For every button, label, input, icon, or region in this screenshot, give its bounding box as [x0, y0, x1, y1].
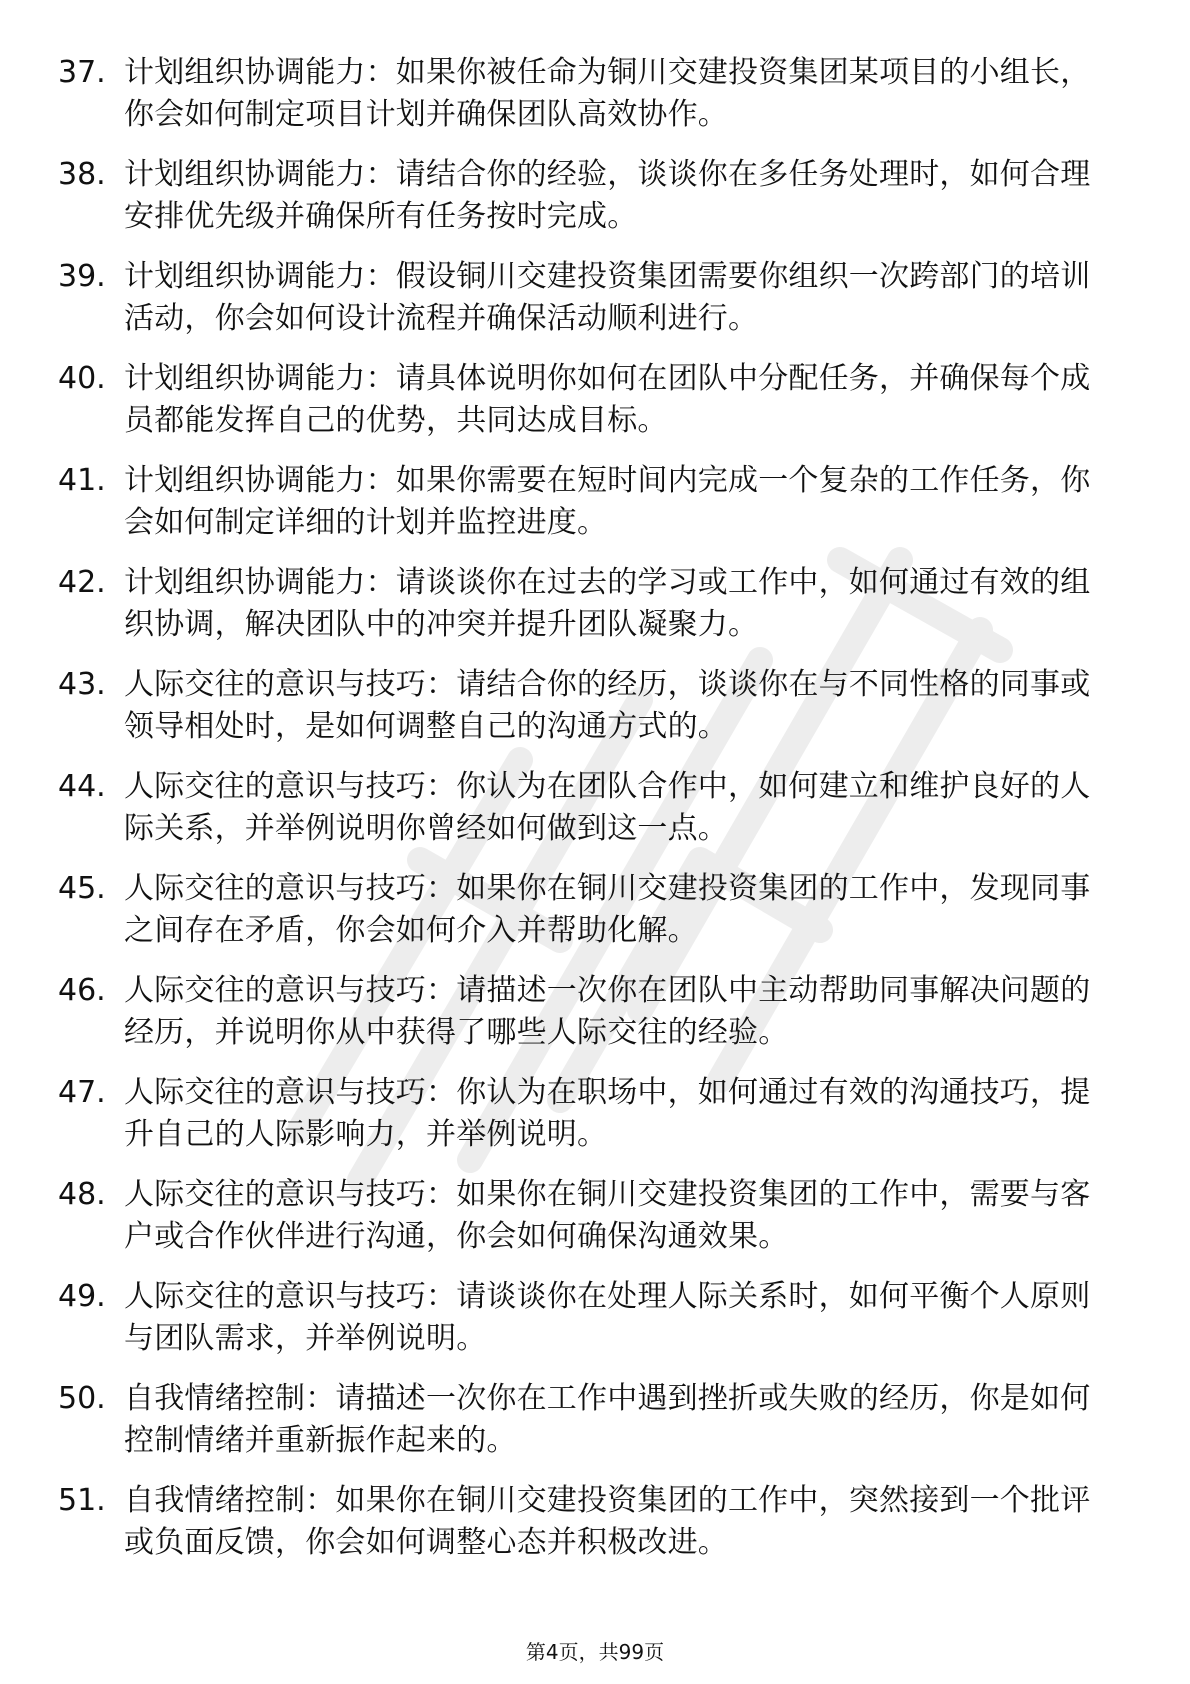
question-number: 47.: [58, 1075, 106, 1110]
question-number: 45.: [58, 871, 106, 906]
question-text: 人际交往的意识与技巧：如果你在铜川交建投资集团的工作中，发现同事之间存在矛盾，你会如何介入并帮助化解。: [124, 871, 1091, 948]
question-text: 计划组织协调能力：请结合你的经验，谈谈你在多任务处理时，如何合理安排优先级并确保所有任务按时完成。: [124, 157, 1091, 234]
question-item: [58, 664, 1118, 748]
question-text: 人际交往的意识与技巧：如果你在铜川交建投资集团的工作中，需要与客户或合作伙伴进行沟通，你会如何确保沟通效果。: [124, 1177, 1091, 1254]
question-number: 49.: [58, 1279, 106, 1314]
question-number: 37.: [58, 55, 106, 90]
question-number: 48.: [58, 1177, 106, 1212]
question-text: 人际交往的意识与技巧：请结合你的经历，谈谈你在与不同性格的同事或领导相处时，是如何调整自己的沟通方式的。: [124, 667, 1091, 744]
question-text: 人际交往的意识与技巧：请谈谈你在处理人际关系时，如何平衡个人原则与团队需求，并举例说明。: [124, 1279, 1091, 1356]
question-item: [58, 562, 1118, 646]
page-number-footer: 第4页，共99页: [525, 1640, 665, 1664]
question-text: 人际交往的意识与技巧：你认为在团队合作中，如何建立和维护良好的人际关系，并举例说明你曾经如何做到这一点。: [124, 769, 1091, 846]
question-text: 人际交往的意识与技巧：你认为在职场中，如何通过有效的沟通技巧，提升自己的人际影响力，并举例说明。: [124, 1075, 1091, 1152]
question-item: [58, 256, 1118, 340]
question-item: [58, 154, 1118, 238]
question-item: [58, 52, 1118, 136]
question-item: [58, 1480, 1118, 1564]
question-text: 自我情绪控制：如果你在铜川交建投资集团的工作中，突然接到一个批评或负面反馈，你会如何调整心态并积极改进。: [124, 1483, 1091, 1560]
question-item: [58, 1378, 1118, 1462]
question-number: 39.: [58, 259, 106, 294]
question-text: 计划组织协调能力：请具体说明你如何在团队中分配任务，并确保每个成员都能发挥自己的优势，共同达成目标。: [124, 361, 1091, 438]
question-number: 38.: [58, 157, 106, 192]
question-number: 51.: [58, 1483, 106, 1518]
question-number: 50.: [58, 1381, 106, 1416]
question-item: [58, 1276, 1118, 1360]
question-text: 计划组织协调能力：假设铜川交建投资集团需要你组织一次跨部门的培训活动，你会如何设计流程并确保活动顺利进行。: [124, 259, 1091, 336]
question-text: 自我情绪控制：请描述一次你在工作中遇到挫折或失败的经历，你是如何控制情绪并重新振作起来的。: [124, 1381, 1091, 1458]
question-text: 计划组织协调能力：如果你需要在短时间内完成一个复杂的工作任务，你会如何制定详细的计划并监控进度。: [124, 463, 1091, 540]
question-text: 计划组织协调能力：如果你被任命为铜川交建投资集团某项目的小组长，你会如何制定项目计划并确保团队高效协作。: [124, 55, 1091, 132]
question-item: [58, 1072, 1118, 1156]
question-item: [58, 868, 1118, 952]
question-item: [58, 358, 1118, 442]
question-number: 40.: [58, 361, 106, 396]
question-list: [58, 52, 1118, 1582]
question-number: 44.: [58, 769, 106, 804]
question-number: 42.: [58, 565, 106, 600]
question-item: [58, 766, 1118, 850]
question-item: [58, 460, 1118, 544]
question-number: 41.: [58, 463, 106, 498]
question-item: [58, 1174, 1118, 1258]
question-item: [58, 970, 1118, 1054]
question-number: 46.: [58, 973, 106, 1008]
question-text: 人际交往的意识与技巧：请描述一次你在团队中主动帮助同事解决问题的经历，并说明你从中获得了哪些人际交往的经验。: [124, 973, 1091, 1050]
question-text: 计划组织协调能力：请谈谈你在过去的学习或工作中，如何通过有效的组织协调，解决团队中的冲突并提升团队凝聚力。: [124, 565, 1091, 642]
question-number: 43.: [58, 667, 106, 702]
